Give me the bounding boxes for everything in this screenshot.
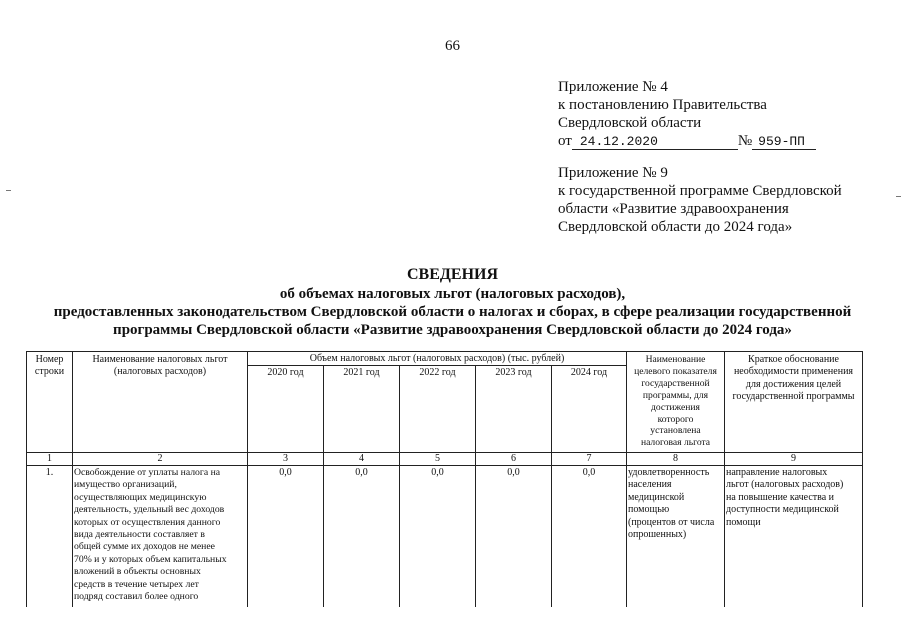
appendix-9-title: Приложение № 9 xyxy=(558,165,668,181)
header-row-number: Номер строки xyxy=(34,354,65,378)
column-number-4: 4 xyxy=(359,453,364,464)
heading-line-3: программы Свердловской области «Развитие здравоохранения Свердловской области до 2024 года» xyxy=(113,322,792,338)
appendix-9-line3: области «Развитие здравоохранения xyxy=(558,201,789,217)
row-1-value-2024: 0,0 xyxy=(582,467,596,478)
appendix-9-block xyxy=(558,164,842,236)
appendix-4-date-line xyxy=(558,132,816,150)
table-border-right xyxy=(862,351,863,607)
column-divider xyxy=(475,365,476,607)
row-1-value-2021: 0,0 xyxy=(355,467,368,478)
appendix-4-block xyxy=(558,78,816,150)
document-title: СВЕДЕНИЯ xyxy=(406,266,499,283)
row-1-target-indicator: удовлетворенность населения медицинской помощью (процентов от числа опрошенных) xyxy=(628,467,715,541)
row-1-value-2020: 0,0 xyxy=(279,467,292,478)
row-1-number: 1. xyxy=(45,467,54,478)
appendix-4-line3: Свердловской области xyxy=(558,115,702,131)
column-divider xyxy=(399,365,400,607)
column-number-7: 7 xyxy=(586,453,592,464)
column-number-2: 2 xyxy=(157,453,163,464)
appendix-4-title: Приложение № 4 xyxy=(558,79,668,95)
heading-line-1: об объемах налоговых льгот (налоговых расходов), xyxy=(279,286,626,302)
date-prefix: от xyxy=(558,133,572,149)
tax-benefits-table xyxy=(26,351,863,607)
resolution-date: 24.12.2020 xyxy=(572,135,738,150)
scan-mark xyxy=(6,190,11,191)
scan-mark xyxy=(896,196,901,197)
appendix-9-line4: Свердловской области до 2024 года» xyxy=(558,219,793,235)
column-divider xyxy=(72,351,73,607)
column-number-9: 9 xyxy=(791,453,796,464)
column-divider xyxy=(323,365,324,607)
header-year-2022: 2022 год xyxy=(419,367,456,378)
row-1-value-2023: 0,0 xyxy=(507,467,520,478)
heading-line-2: предоставленных законодательством Свердловской области о налогах и сборах, в сфере реализации государственной xyxy=(53,304,852,320)
column-number-3: 3 xyxy=(283,453,288,464)
page-number: 66 xyxy=(445,38,460,54)
column-number-6: 6 xyxy=(511,453,516,464)
row-1-benefit-name: Освобождение от уплаты налога на имущество организаций, осуществляющих медицинскую деятельность, удельный вес доходов которых от осуществления данного вида деятельности составляет в общей сумме их доходов не менее 70% и у которых объем капитальных вложений в объекты основных средств в течение четырех лет подряд составил более одного xyxy=(74,467,227,603)
column-number-1: 1 xyxy=(47,453,52,464)
header-year-2020: 2020 год xyxy=(267,367,304,378)
appendix-4-line2: к постановлению Правительства xyxy=(558,97,767,113)
header-volume-group: Объем налоговых льгот (налоговых расходов) (тыс. рублей) xyxy=(309,353,565,364)
row-1-justification: направление налоговых льгот (налоговых расходов) на повышение качества и доступности медицинской помощи xyxy=(726,467,844,528)
column-divider xyxy=(551,365,552,607)
appendix-9-line2: к государственной программе Свердловской xyxy=(558,183,842,199)
row-1-value-2022: 0,0 xyxy=(431,467,444,478)
header-year-2023: 2023 год xyxy=(495,367,532,378)
header-benefit-name: Наименование налоговых льгот (налоговых расходов) xyxy=(92,354,228,378)
number-prefix: № xyxy=(737,133,753,149)
header-justification: Краткое обоснование необходимости применения для достижения целей государственной программы xyxy=(732,354,855,403)
column-number-5: 5 xyxy=(435,453,440,464)
resolution-number: 959-ПП xyxy=(752,135,816,150)
column-number-8: 8 xyxy=(673,453,678,464)
header-year-2024: 2024 год xyxy=(570,367,608,378)
header-target-indicator: Наименование целевого показателя государственной программы, для достижения которого установлена налоговая льгота xyxy=(634,354,717,449)
table-border-top xyxy=(26,351,863,352)
header-year-2021: 2021 год xyxy=(343,367,380,378)
